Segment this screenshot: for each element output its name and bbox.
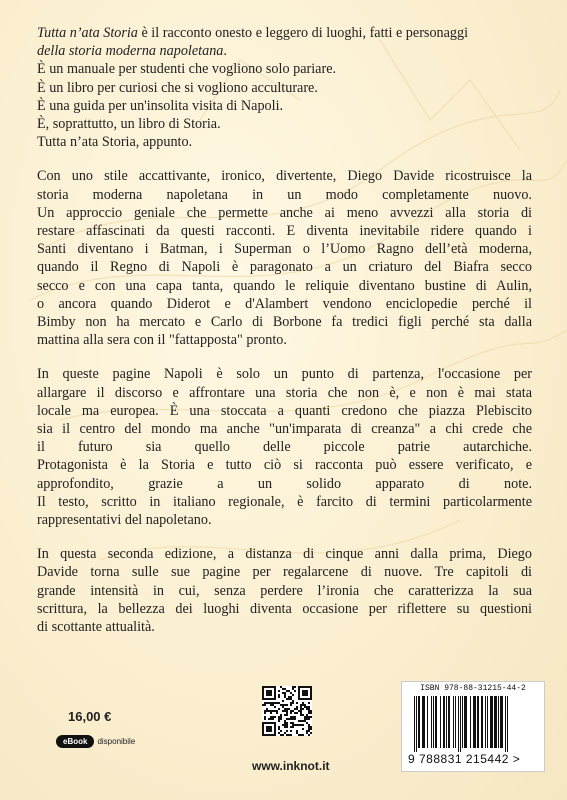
line-text: Con uno stile accattivante, ironico, divertente, Diego Davide ricostruisce la — [37, 168, 532, 185]
line-text: secco e con una capa tanta, quando le reliquie diventano bustine di Aulin, — [37, 277, 532, 294]
text-line — [37, 204, 532, 222]
italic-title: Tutta n’ata Storia — [37, 25, 138, 41]
isbn-label: ISBN 978-88-31215-44-2 — [420, 684, 526, 693]
line-text: Tutta n’ata Storia, appunto. — [37, 134, 193, 151]
text-line — [37, 295, 532, 313]
line-text: di scottante attualità. — [37, 619, 155, 636]
barcode-bars — [414, 696, 532, 752]
line-text: o ancora quando Diderot e d'Alambert vendono enciclopedie perché il — [37, 295, 532, 312]
text-line — [37, 545, 532, 563]
text-line — [37, 384, 532, 402]
text-line — [37, 60, 532, 78]
text-line — [37, 313, 532, 331]
line-text: grande intensità in cui, senza perdere l’ironia che caratterizza la sua — [37, 582, 532, 599]
text-line — [37, 493, 532, 511]
line-text: È, soprattutto, un libro di Storia. — [37, 116, 221, 133]
text-line — [37, 24, 532, 42]
line-text: sia il centro del mondo ma anche "un'imparata di creanza" a chi crede che — [37, 421, 532, 438]
price-label: 16,00 € — [68, 709, 112, 724]
text-line — [37, 511, 532, 529]
text-line — [37, 97, 532, 115]
text-line — [37, 438, 532, 456]
paragraph-4 — [37, 545, 532, 636]
text-line — [37, 456, 532, 474]
line-text: è il racconto onesto e leggero di luoghi, fatti e personaggi — [137, 25, 469, 41]
line-text: approfondito, grazie a un solido apparato di note. — [37, 475, 532, 492]
line-text: Il testo, scritto in italiano regionale, è farcito di termini particolarmente — [37, 493, 532, 510]
line-text: In queste pagine Napoli è solo un punto di partenza, l'occasione per — [37, 366, 532, 383]
line-text: Davide torna sulle sue pagine per regalarcene di nuove. Tre capitoli di — [37, 564, 532, 581]
line-text: storia moderna napoletana in un modo completamente nuovo. — [37, 186, 532, 203]
line-text: È una guida per un'insolita visita di Napoli. — [37, 97, 284, 114]
line-text: mattina alla sera con il "fattapposta" pronto. — [37, 332, 287, 349]
isbn-barcode — [401, 681, 545, 772]
text-line — [37, 258, 532, 276]
text-line — [37, 133, 532, 151]
text-line — [37, 222, 532, 240]
paragraph-1 — [37, 24, 532, 151]
text-line — [37, 420, 532, 438]
ebook-badge — [56, 735, 135, 748]
line-text: allargare il discorso e affrontare una storia che non è, e non è mai stata — [37, 384, 532, 401]
ebook-pill: eBook — [56, 735, 94, 748]
line-text: rappresentativi del napoletano. — [37, 512, 212, 529]
line-text: locale ma europea. È una stoccata a quanti credono che piazza Plebiscito — [37, 402, 532, 419]
line-text: . — [223, 43, 227, 60]
line-text: quando il Regno di Napoli è paragonato a un criaturo del Biafra secco — [37, 259, 532, 276]
text-line — [37, 331, 532, 349]
line-text: il futuro sia quello delle piccole patrie autarchiche. — [37, 439, 532, 456]
text-line — [37, 475, 532, 493]
line-text: Bimby non ha mercato e Carlo di Borbone fa tredici figli perché sta dalla — [37, 314, 532, 331]
barcode-number: 9 788831 215442 > — [408, 752, 521, 766]
line-text: Protagonista è la Storia e tutto ciò si racconta può essere verificato, e — [37, 457, 532, 474]
text-line — [37, 277, 532, 295]
text-line — [37, 186, 532, 204]
paragraph-2 — [37, 167, 532, 349]
text-line — [37, 563, 532, 581]
text-line — [37, 240, 532, 258]
ebook-available-text: disponibile — [97, 737, 136, 746]
line-text: È un libro per curiosi che si vogliono acculturare. — [37, 79, 318, 96]
qr-code — [262, 686, 312, 736]
line-text: In questa seconda edizione, a distanza di cinque anni dalla prima, Diego — [37, 546, 532, 563]
text-line — [37, 79, 532, 97]
italic-title: della storia moderna napoletana — [37, 43, 224, 60]
text-line — [37, 115, 532, 133]
line-text: Un approccio geniale che permette anche ai meno avvezzi alla storia di — [37, 204, 532, 221]
website-url: www.inknot.it — [252, 759, 330, 773]
line-text: Santi diventano i Batman, i Superman o l’Uomo Ragno dell’età moderna, — [37, 241, 532, 258]
line-text: È un manuale per studenti che vogliono solo pariare. — [37, 61, 337, 78]
line-text: restare affascinati da questi racconti. E diventa inevitabile ridere quando i — [37, 223, 532, 240]
line-text: scrittura, la bellezza dei luoghi diventa occasione per riflettere su questioni — [37, 600, 532, 617]
text-line — [37, 618, 532, 636]
text-line — [37, 600, 532, 618]
text-line — [37, 365, 532, 383]
text-line — [37, 582, 532, 600]
text-line — [37, 402, 532, 420]
paragraph-3 — [37, 365, 532, 529]
text-line — [37, 42, 532, 60]
back-cover-text — [37, 24, 532, 652]
text-line — [37, 167, 532, 185]
